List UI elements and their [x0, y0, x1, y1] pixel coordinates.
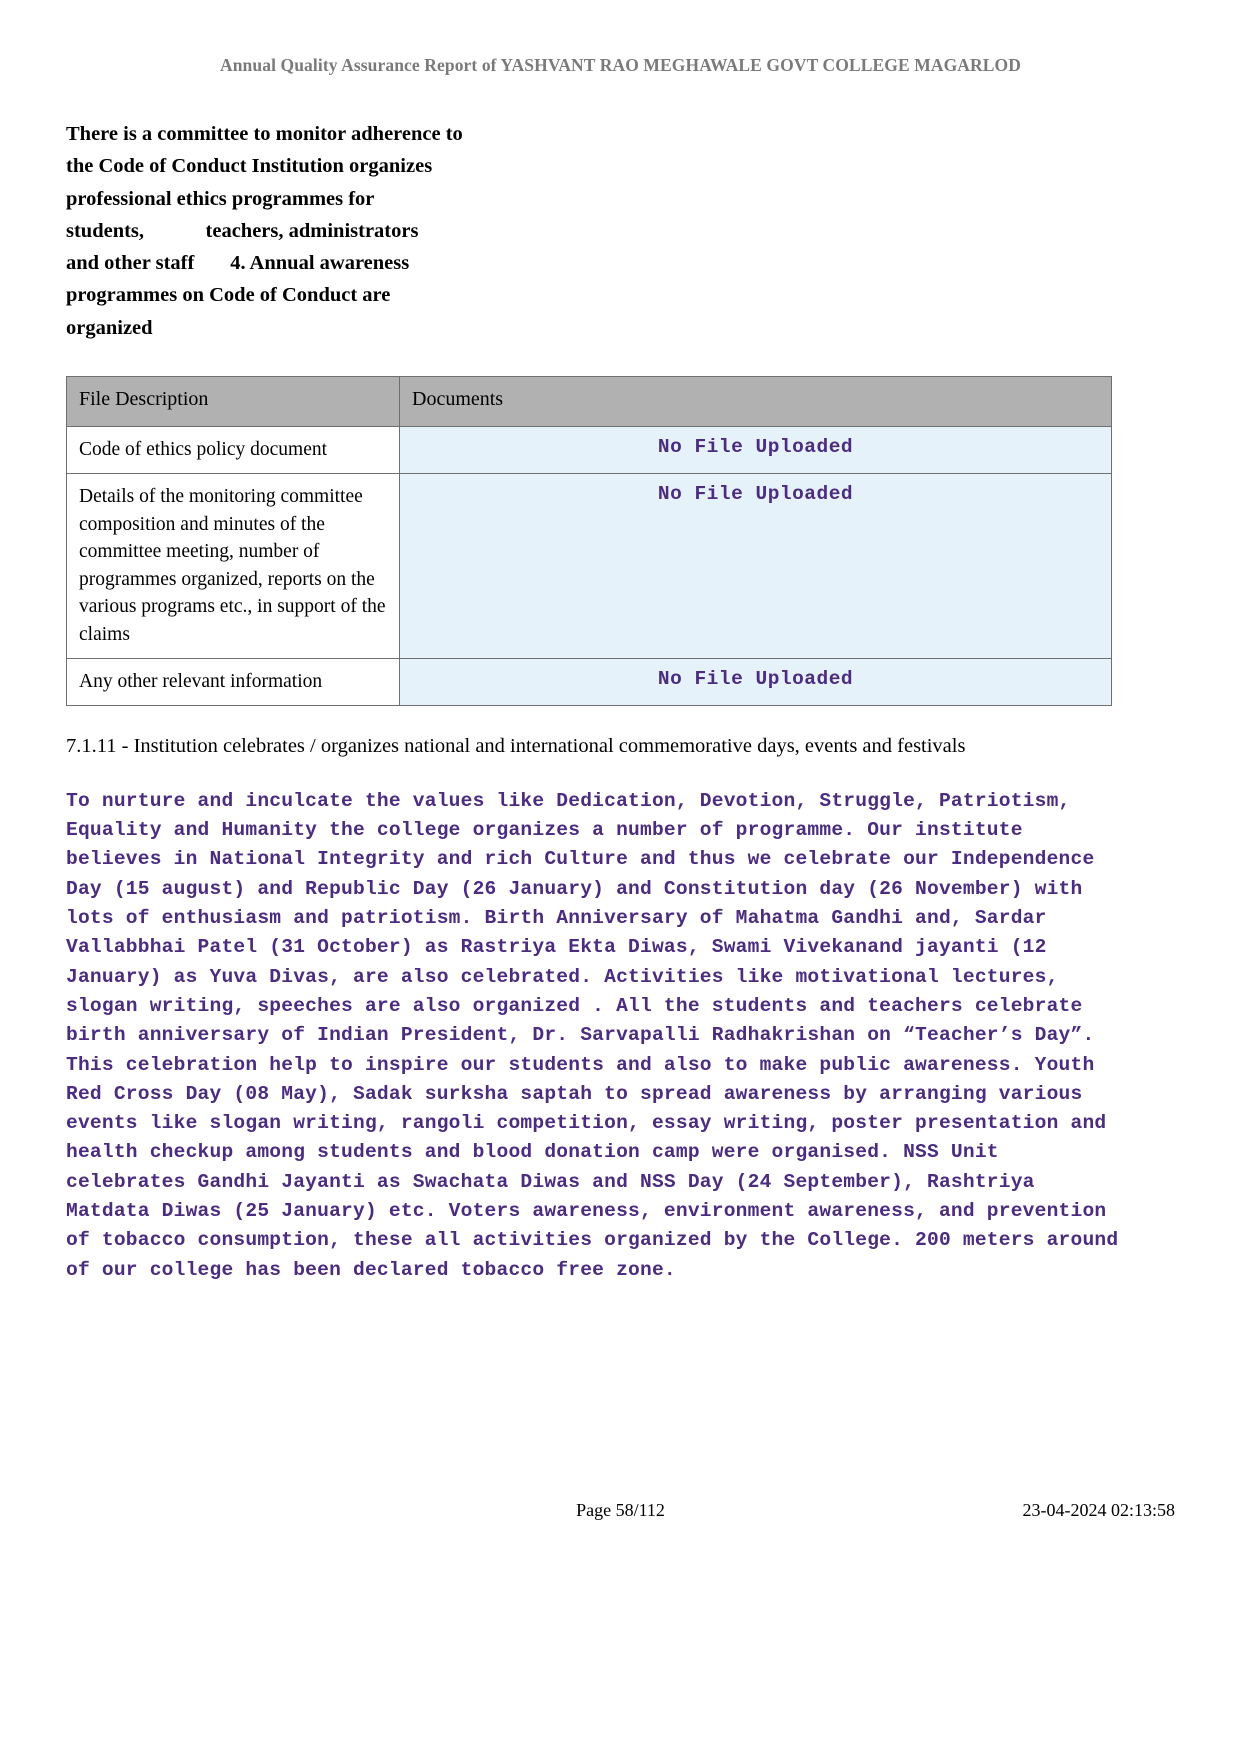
intro-line: organized — [66, 316, 153, 339]
table-row — [67, 474, 1112, 658]
section-body-text: To nurture and inculcate the values like Dedication, Devotion, Struggle, Patriotism, Equality and Humanity the college organizes a number of programme. Our institute believes in National Integrity and rich Culture and thus we celebrate our Independence Day (15 august) and Republic Day (26 January) and Constitution day (26 November) with lots of enthusiasm and patriotism. Birth Anniversary of Mahatma Gandhi and, Sardar Vallabbhai Patel (31 October) as Rastriya Ekta Diwas, Swami Vivekanand jayanti (12 January) as Yuva Divas, are also celebrated. Activities like motivational lectures, slogan writing, speeches are also organized . All the students and teachers celebrate birth anniversary of Indian President, Dr. Sarvapalli Radhakrishan on “Teacher’s Day”. This celebration help to inspire our students and also to make public awareness. Youth Red Cross Day (08 May), Sadak surksha saptah to spread awareness by arranging various events like slogan writing, rangoli competition, essay writing, poster presentation and health checkup among students and blood donation camp were organised. NSS Unit celebrates Gandhi Jayanti as Swachata Diwas and NSS Day (24 September), Rashtriya Matdata Diwas (25 January) etc. Voters awareness, environment awareness, and prevention of tobacco consumption, these all activities organized by the College. 200 meters around of our college has been declared tobacco free zone. — [66, 789, 1131, 1281]
column-header-file-description: File Description — [67, 377, 400, 427]
table-header-row — [67, 377, 1112, 427]
intro-paragraph — [66, 118, 626, 344]
section-heading: 7.1.11 - Institution celebrates / organizes national and international commemorative days, events and festivals — [66, 735, 966, 758]
intro-line: the Code of Conduct Institution organizes — [66, 155, 433, 178]
file-description-table — [66, 376, 1112, 706]
cell-file-description: Any other relevant information — [67, 658, 400, 705]
intro-line: and other staff 4. Annual awareness — [66, 252, 410, 275]
table-row — [67, 427, 1112, 474]
intro-line: There is a committee to monitor adherence to — [66, 123, 463, 145]
cell-file-description: Details of the monitoring committee composition and minutes of the committee meeting, number of programmes organized, reports on the various programs etc., in support of the claims — [67, 474, 400, 658]
intro-line: programmes on Code of Conduct are — [66, 284, 391, 307]
footer-page-number: Page 58/112 — [576, 1500, 665, 1520]
cell-document-status: No File Uploaded — [400, 427, 1112, 474]
cell-file-description: Code of ethics policy document — [67, 427, 400, 474]
footer-timestamp: 23-04-2024 02:13:58 — [1022, 1500, 1175, 1520]
intro-line: professional ethics programmes for — [66, 187, 375, 210]
page-content — [66, 118, 1176, 1285]
column-header-documents: Documents — [400, 377, 1112, 427]
table-row — [67, 658, 1112, 705]
page-header: Annual Quality Assurance Report of YASHVANT RAO MEGHAWALE GOVT COLLEGE MAGARLOD — [219, 55, 1022, 75]
cell-document-status: No File Uploaded — [400, 474, 1112, 658]
cell-document-status: No File Uploaded — [400, 658, 1112, 705]
intro-line: students, teachers, administrators — [66, 219, 419, 242]
page-footer — [0, 1500, 1241, 1524]
